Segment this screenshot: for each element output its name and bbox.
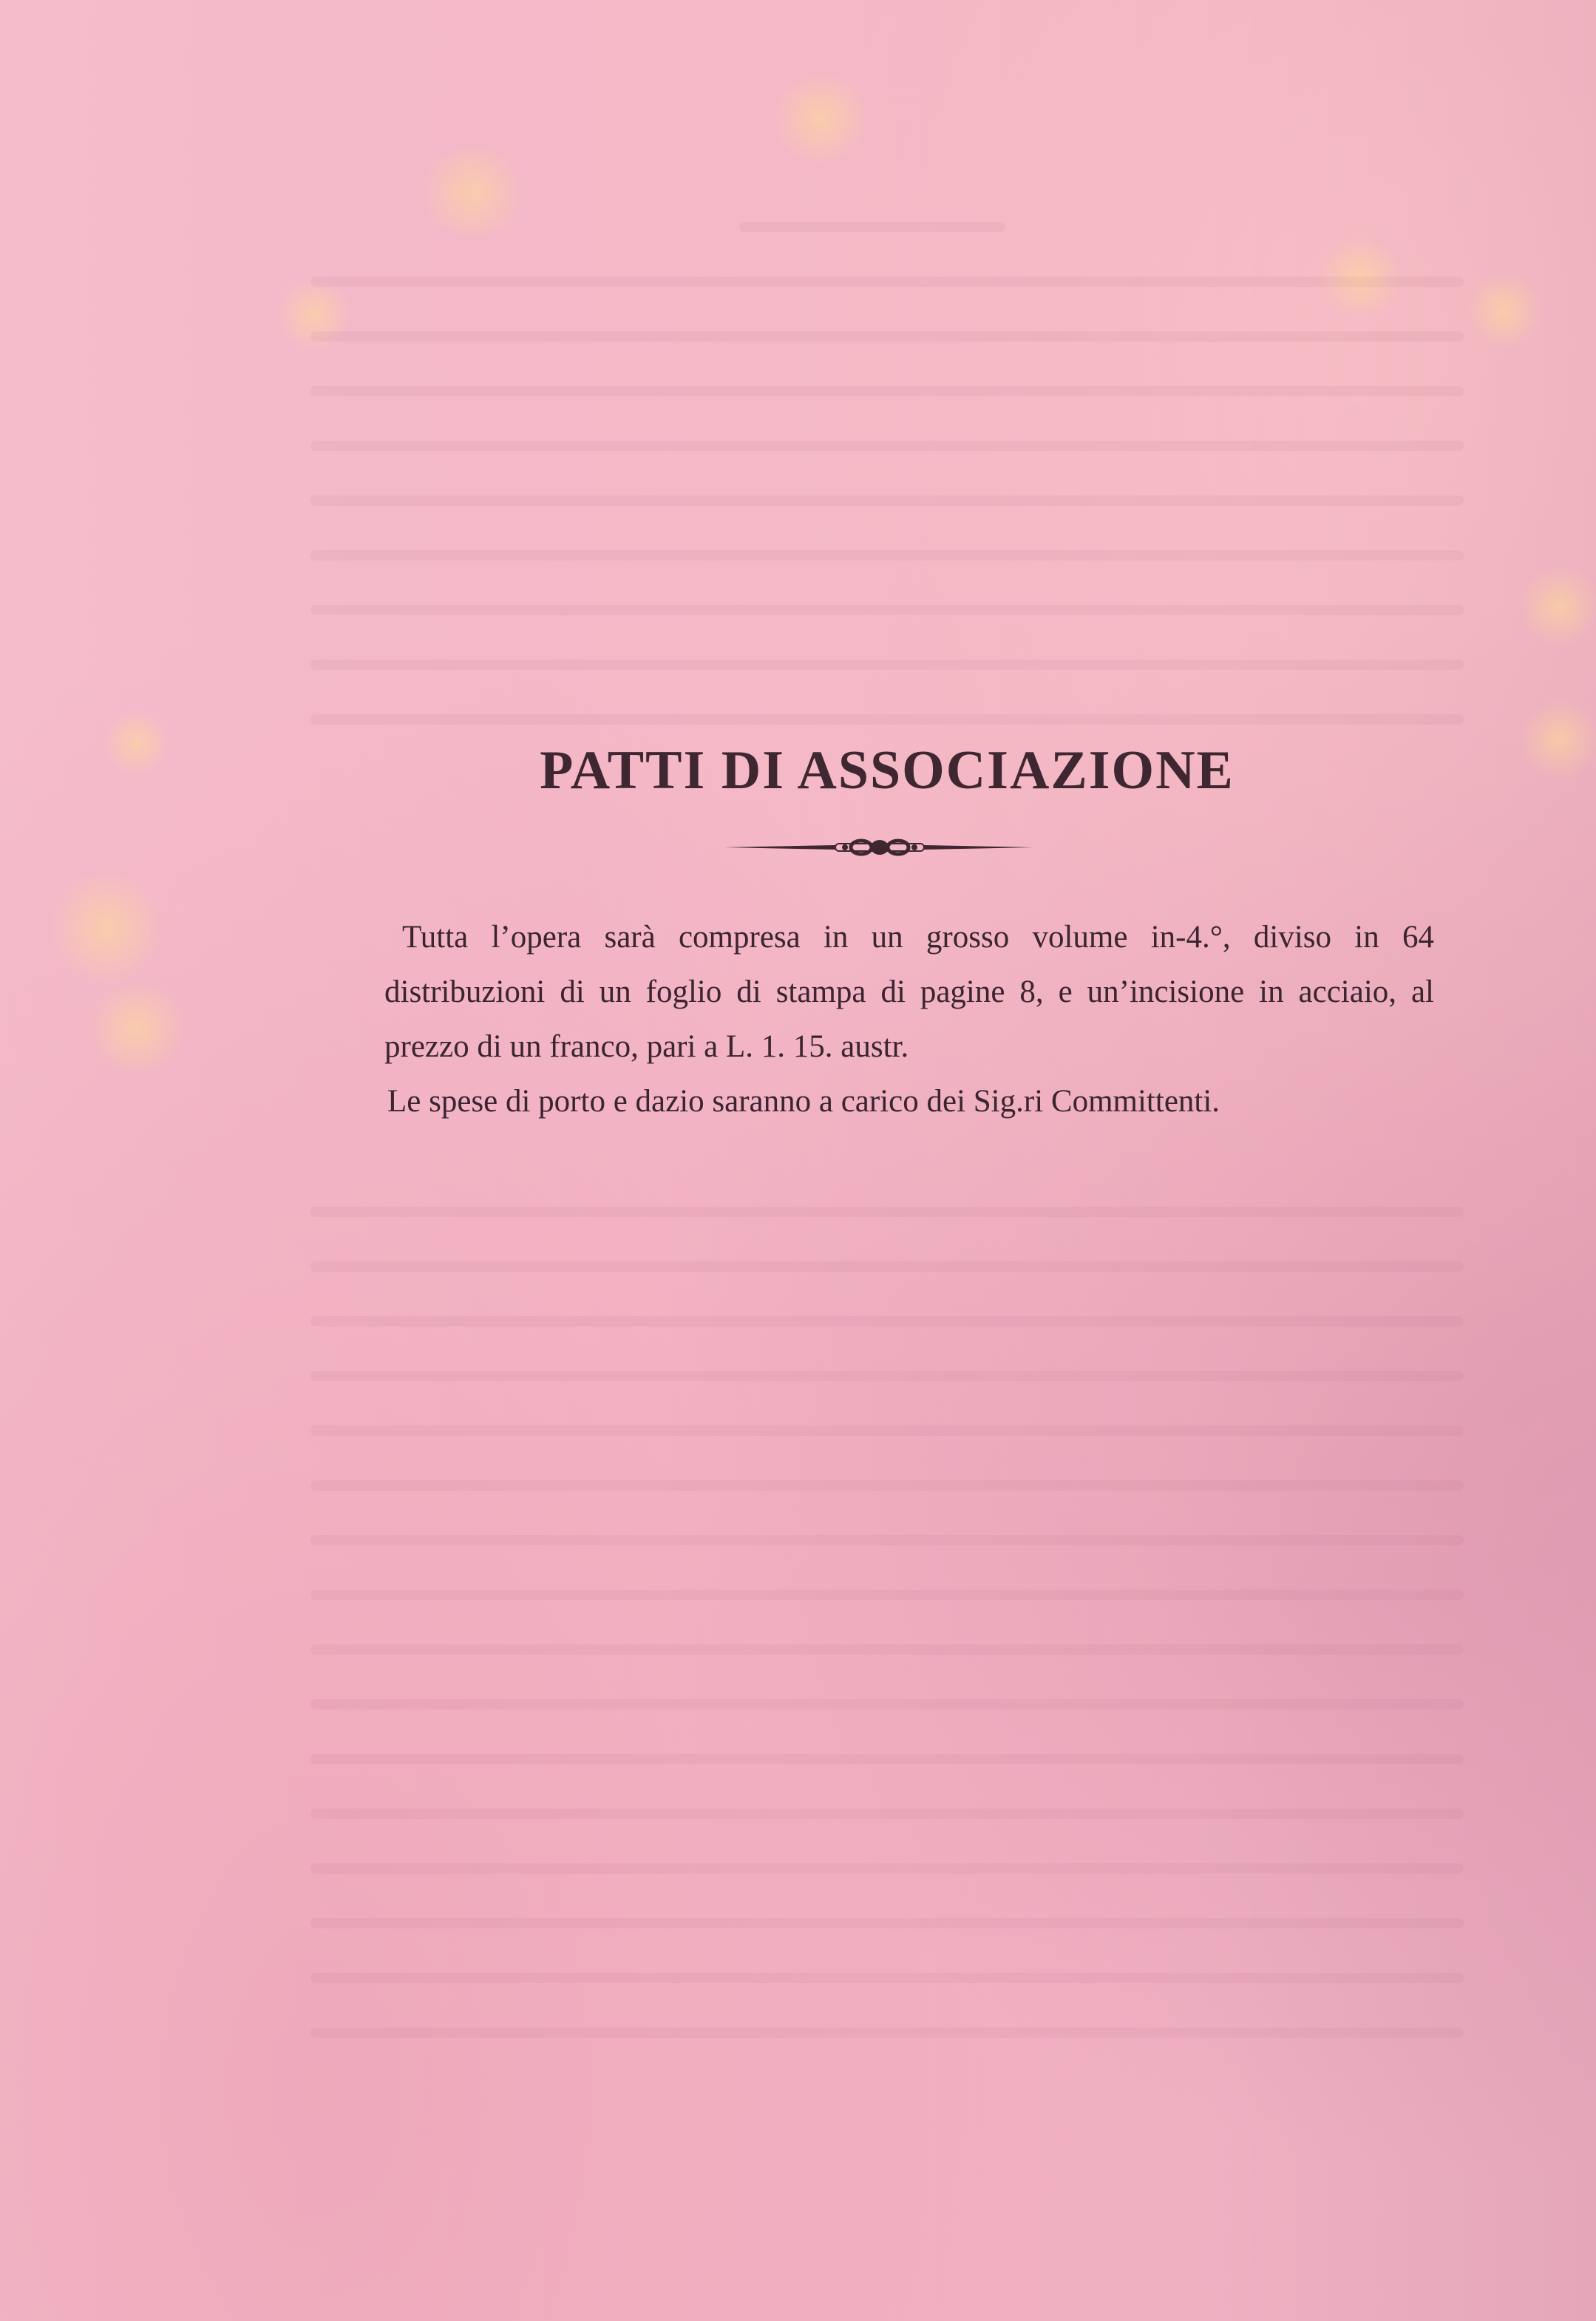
ghost-line [310, 1261, 1464, 1272]
paper-stain [769, 74, 872, 163]
paper-stain [44, 873, 170, 983]
ghost-line [310, 386, 1464, 396]
page-title: PATTI DI ASSOCIAZIONE [540, 740, 1235, 801]
ghost-line [310, 1754, 1464, 1764]
ghost-line [310, 550, 1464, 560]
paper-stain [1523, 695, 1596, 784]
ghost-line [310, 1426, 1464, 1436]
paper-stain [81, 983, 192, 1072]
ghost-line [310, 714, 1464, 725]
ghost-line [310, 1863, 1464, 1874]
ghost-line [310, 1535, 1464, 1545]
paper-stain [414, 148, 532, 237]
ghost-line [310, 1973, 1464, 1983]
ghost-line [310, 1644, 1464, 1655]
ghost-line [310, 660, 1464, 670]
ghost-line [739, 222, 1005, 232]
paper-stain [103, 710, 170, 776]
ghost-line [310, 1207, 1464, 1217]
ghost-line [310, 1590, 1464, 1600]
ghost-line [310, 1809, 1464, 1819]
paper-stain [1464, 274, 1545, 348]
ghost-line [310, 1371, 1464, 1381]
paragraph-terms: Tutta l’opera sarà compresa in un grosso volume in-4.°, diviso in 64 distribuzioni di un foglio di stampa di pagine 8, e un’incisione in acciaio, al prezzo di un franco, pari a L. 1. 15. austr. [384, 920, 1434, 1064]
ghost-line [310, 1699, 1464, 1710]
ghost-line [310, 277, 1464, 287]
ghost-line [310, 1918, 1464, 1928]
ghost-line [310, 495, 1464, 506]
ghost-line [310, 2027, 1464, 2038]
body-text [370, 910, 1434, 1129]
paper-stain [1523, 562, 1596, 651]
ghost-line [310, 441, 1464, 451]
main-content [370, 739, 1434, 1129]
ornament-divider-icon [724, 836, 1035, 858]
ghost-line [310, 1316, 1464, 1326]
ghost-line [310, 331, 1464, 342]
paragraph-shipping: Le spese di porto e dazio saranno a carico dei Sig.ri Committenti. [387, 1084, 1220, 1119]
ghost-line [310, 1480, 1464, 1491]
ghost-line [310, 605, 1464, 615]
